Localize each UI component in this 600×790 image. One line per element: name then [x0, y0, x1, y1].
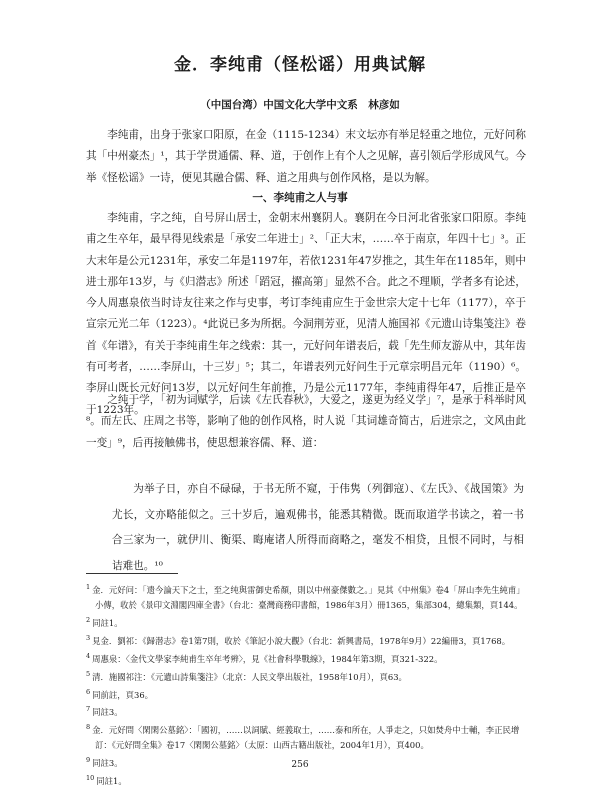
footnote-mark: 1: [86, 583, 91, 591]
footnote: [86, 720, 526, 753]
footnotes-list: [86, 580, 526, 789]
biography-paragraph: 李纯甫，字之纯，自号屏山居士，金朝末州襄阴人。襄阴在今日河北省张家口阳原。李纯甫之生卒年，最早得见线索是「承安二年进士」²、「正大末，……卒于南京，年四十七」³。正大末年是公元1231年，承安二年是1197年，若依1231年47岁推之，其生年在1185年，则中进士那年13岁，与《归潜志》所述「蹈冠，擢高第」显然不合。此之不理顺，学者多有论述，今人周惠泉依当时诗友往来之作与史事，考订李纯甫应生于金世宗大定十七年（1177），卒于宣宗元光二年（1223）。⁴此说已多为所据。今洞荆芳亚，见清人施国祁《元遗山诗集笺注》卷首《年谱》，有关于李纯甫生年之线索：其一，元好问年谱表后，载「先生师友游从中，其年齿有可考者，……李屏山，十三岁」⁵；其二，年谱表列元好问生于元章宗明昌元年（1190）⁶。李屏山既长元好问13岁，以元好问生年前推，乃是公元1177年，李纯甫得年47，后推正是卒于1223年。: [86, 212, 526, 416]
footnote: [86, 667, 526, 685]
footnote: [86, 631, 526, 649]
footnote-text: 見金．劉祁：《歸潜志》卷1第7則，收於《筆記小說大觀》（台北：新興書局，1978年9月）22編冊3，頁1768。: [92, 635, 511, 646]
footnote-mark: 4: [86, 651, 91, 660]
footnote: [86, 685, 526, 703]
footnote-mark: 2: [86, 615, 91, 624]
footnote-mark: 10: [86, 774, 95, 783]
footnote-divider: [86, 573, 178, 574]
footnote-mark: 8: [86, 723, 91, 732]
footnote: [86, 771, 526, 789]
page-number: 256: [291, 760, 309, 770]
footnote-mark: 6: [86, 687, 91, 696]
footnote-text: 同前註，頁36。: [92, 689, 154, 700]
footnote-text: 清．施國祁注：《元遺山詩集箋注》（北京：人民文學出版社，1958年10月），頁63。: [92, 671, 407, 682]
footnote-text: 同註1。: [96, 776, 127, 786]
footnote: [86, 613, 526, 631]
section-heading: 一、李纯甫之人与事: [252, 192, 348, 204]
footnote-mark: 7: [86, 705, 91, 714]
page-title: 金．李纯甫（怪松谣）用典试解: [174, 55, 426, 75]
footnote-text: 金．元好問〈閑閑公墓銘〉：「國初，……以詞賦、經義取士，……泰和所在，人爭走之，只如焚舟中士輔，李正民增訂：《元好問全集》卷17〈閑閑公墓銘〉（太原：山西古籍出版社，2004年1月），頁400。: [92, 725, 520, 751]
footnote-text: 同註3。: [92, 707, 123, 718]
author-line: （中国台湾）中国文化大学中文系 林彦如: [200, 99, 400, 111]
footnote-text: 周惠泉：〈金代文學家李純甫生卒年考辨〉，見《社會科學戰線》，1984年第3期，頁321-322。: [92, 653, 443, 664]
footnote-mark: 3: [86, 633, 91, 642]
intro-paragraph: 李纯甫，出身于张家口阳原，在金（1115-1234）末文坛亦有举足轻重之地位，元好问称其「中州豪杰」¹，其于学贯通儒、释、道，于创作上有个人之见解，喜引领后学形成风气。今举《怪松谣》一诗，便见其融合儒、释、道之用典与创作风格，是以为解。: [86, 129, 526, 184]
study-paragraph: 之纯于学，「初为词赋学，后读《左氏春秋》，大爱之，遂更为经义学」⁷，是承于科举时风⁸。而左氏、庄周之书等，影响了他的创作风格，时人说「其词雄奇简古，后进宗之，文风由此一变」⁹，后再接触佛书，使思想兼容儒、释、道：: [86, 394, 526, 449]
footnote: [86, 702, 526, 720]
footnote: [86, 649, 526, 667]
footnote-text: 金．元好问：「遗今論天下之士，至之纯與雷御史希顏，則以中州豪傑數之。」見其《中州集》卷4「屏山李先生純甫」小傳，收於《景印文淵閣四庫全書》（台北：臺灣商務印書館，1986年3月）冊1365，集部304，總集類，頁144。: [92, 584, 525, 610]
block-quote: 为举子日，亦自不碌碌，于书无所不窥，于伟隽（列御寇）、《左氏》、《战国策》为尤长，文亦略能似之。三十岁后，遍观佛书，能悉其精微。既而取道学书读之，着一书合三家为一，就伊川、衡渠、晦庵诸人所得而商略之，毫发不相贷，且恨不同时，与相诘难也。¹⁰: [112, 483, 524, 572]
footnote-text: 同註1。: [92, 617, 123, 628]
footnote-mark: 5: [86, 669, 91, 678]
footnote-mark: 9: [86, 756, 91, 765]
footnote: [86, 580, 526, 613]
footnote-text: 同註3。: [92, 758, 123, 769]
